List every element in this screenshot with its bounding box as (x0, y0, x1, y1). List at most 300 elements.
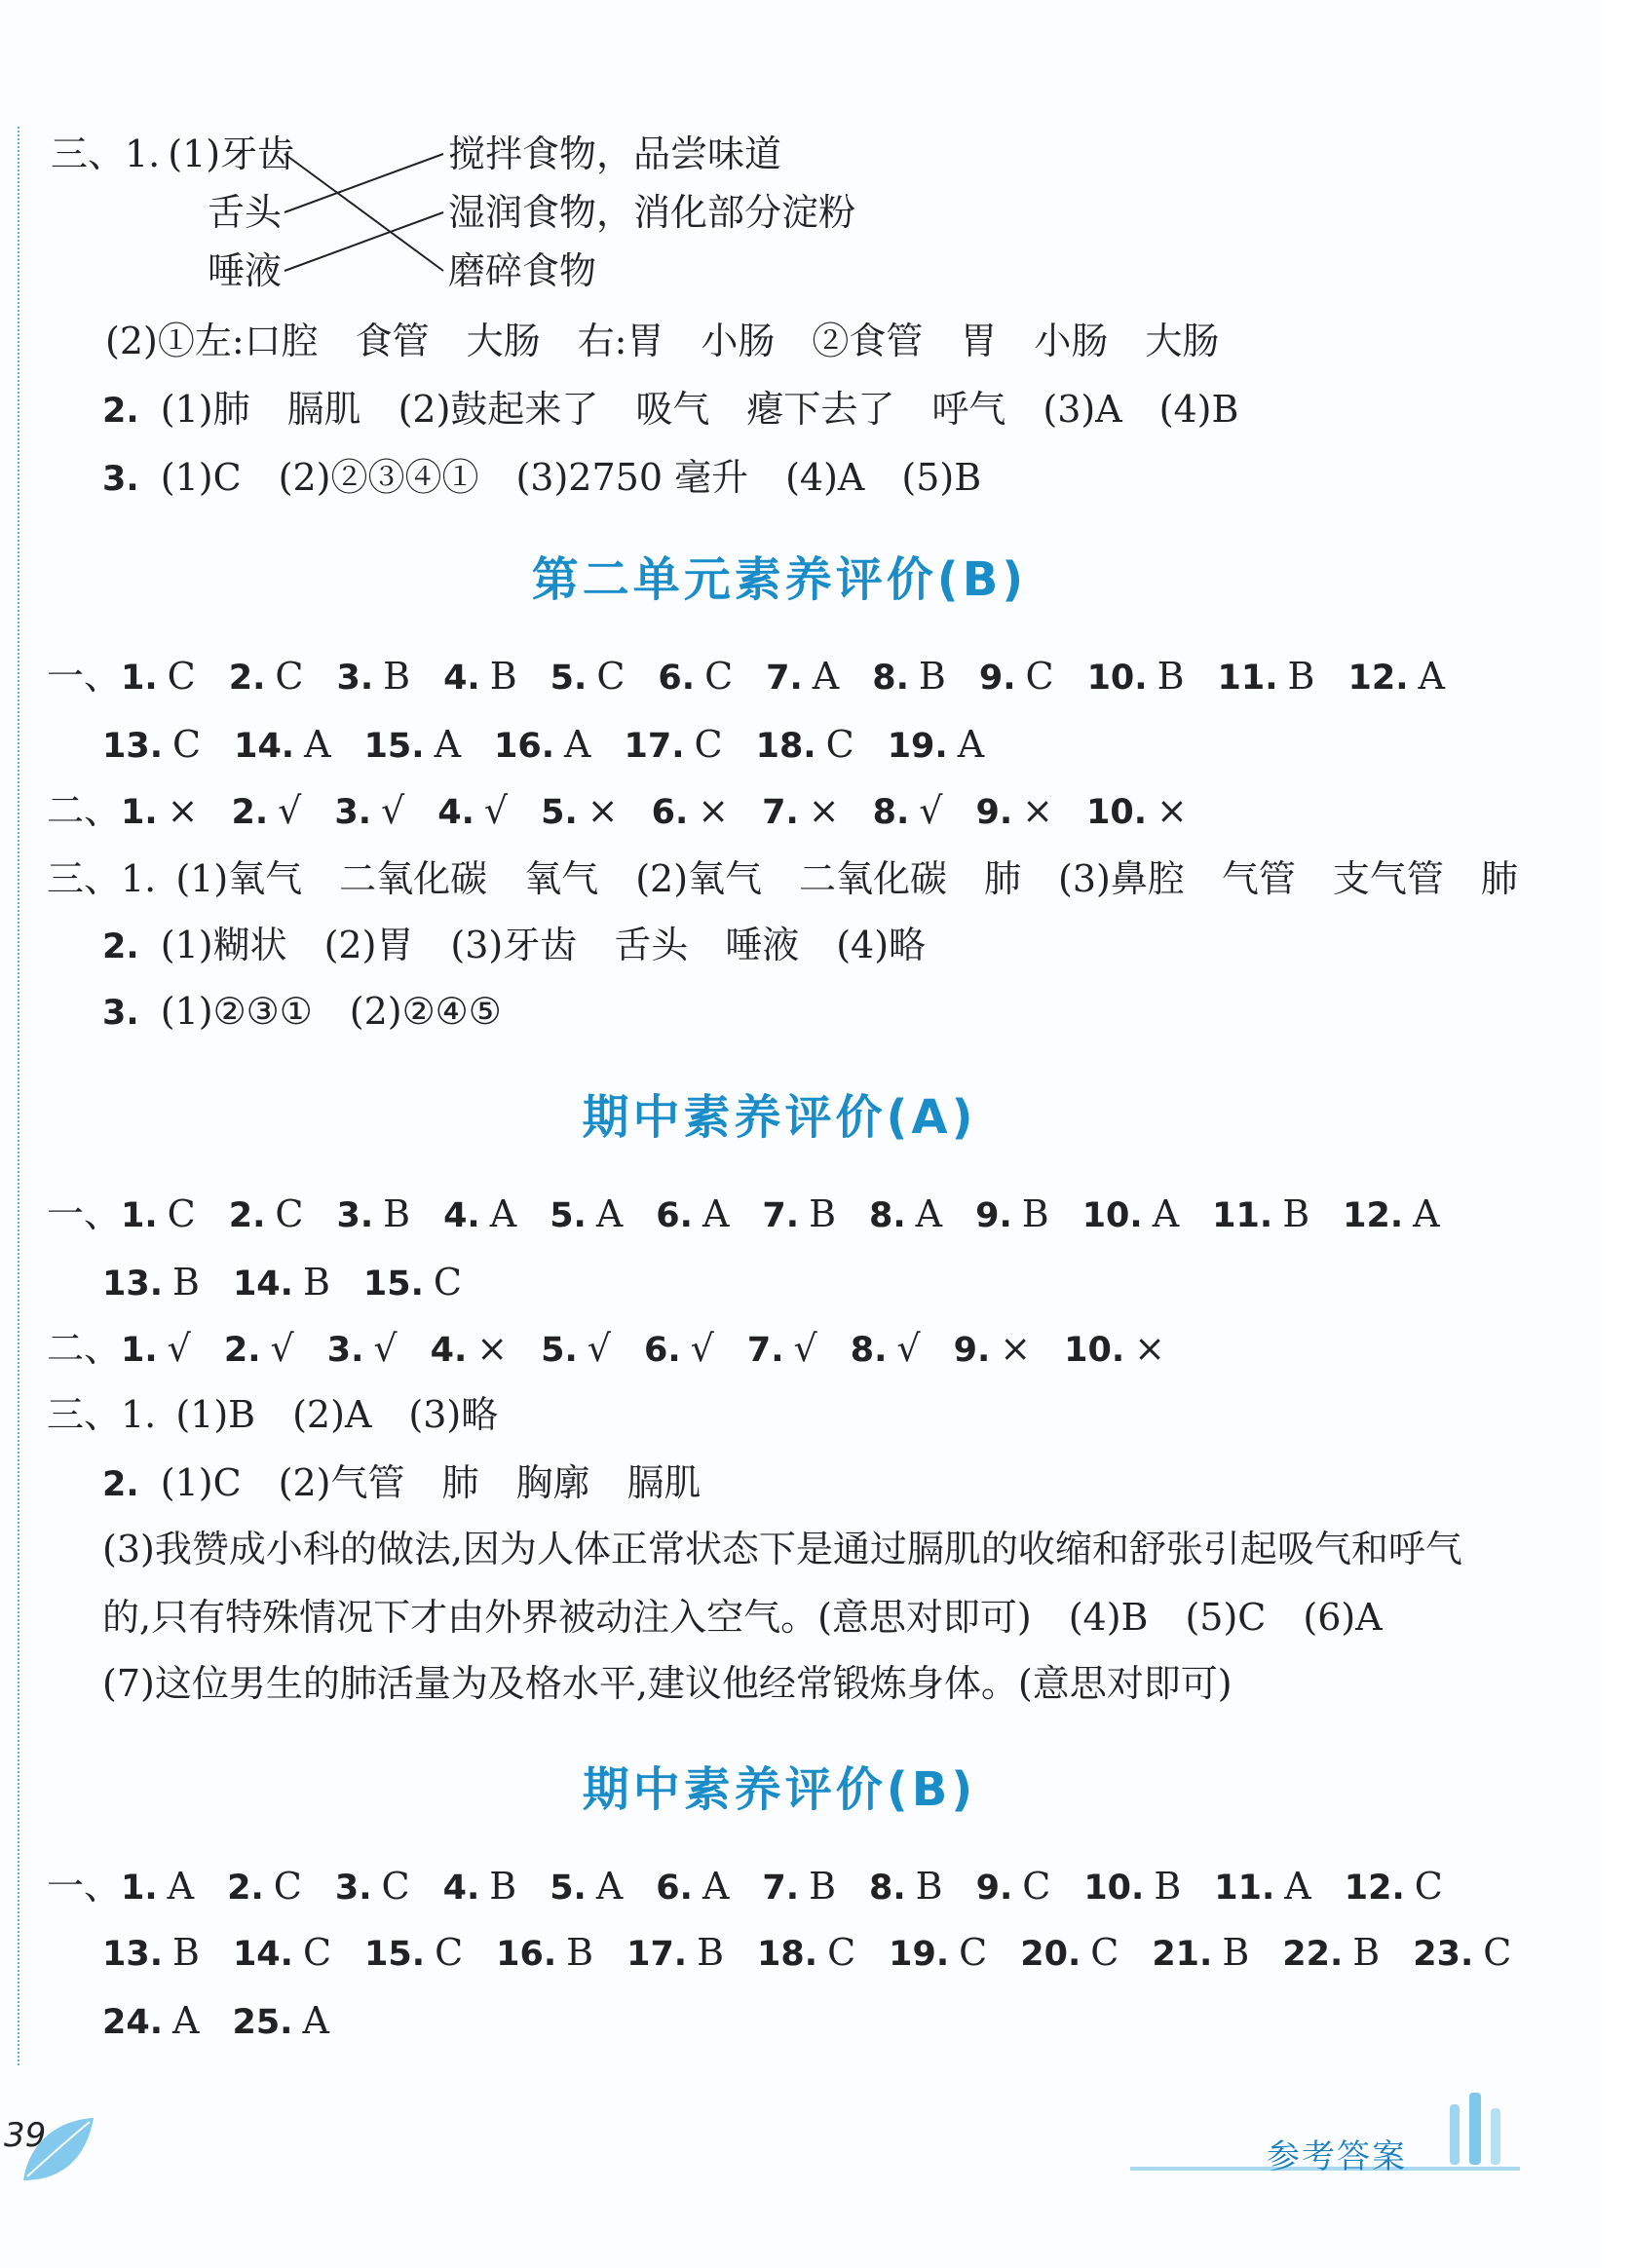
answer-number: 2. (228, 1196, 266, 1235)
answer-value: A (812, 655, 840, 698)
answer-value: B (809, 1865, 836, 1908)
s2-row4-prefix: 三、1. (47, 1393, 157, 1436)
answer-value: C (959, 1931, 988, 1974)
answer-number: 6. (651, 793, 689, 832)
answer-item (364, 1929, 463, 1978)
answer-item (756, 721, 854, 770)
answer-item (1218, 653, 1315, 701)
answer-item (550, 653, 626, 701)
answer-item (1413, 1929, 1511, 1978)
s2-row1-items (121, 1191, 1473, 1239)
answer-number: 2. (228, 659, 266, 698)
answer-item (541, 787, 619, 836)
answer-item (121, 1325, 191, 1374)
answer-number: 6. (656, 1869, 693, 1908)
s1-row1-prefix: 一、 (47, 655, 122, 698)
answer-item (232, 1997, 328, 2046)
match-line-teeth (284, 154, 443, 271)
answer-number: 12. (1347, 659, 1409, 698)
answer-value: A (172, 1999, 200, 2042)
answer-item (747, 1325, 817, 1374)
answer-item (102, 1259, 200, 1307)
answer-item (873, 787, 943, 836)
answer-item (1086, 787, 1188, 836)
answer-value: B (697, 1931, 725, 1974)
answer-item (336, 1191, 410, 1239)
answer-number: 11. (1214, 1869, 1275, 1908)
answer-number: 13. (102, 727, 164, 766)
answer-number: 15. (363, 727, 425, 766)
answer-item (550, 1863, 623, 1911)
answer-item (336, 653, 410, 701)
answer-value: A (304, 723, 331, 766)
answer-value: C (167, 1192, 196, 1235)
answer-value: A (167, 1865, 195, 1908)
s3-row1 (47, 1863, 1476, 1911)
answer-number: 14. (232, 1935, 293, 1974)
answer-value: B (383, 655, 411, 698)
answer-value: C (1022, 1865, 1051, 1908)
answer-item (644, 1325, 714, 1374)
answer-value: C (435, 1931, 464, 1974)
answer-item (1083, 1863, 1181, 1911)
answer-number: 5. (550, 1869, 587, 1908)
answer-value: A (564, 723, 591, 766)
answer-item (437, 787, 508, 836)
answer-value: √ (793, 1327, 817, 1370)
s0-q3-1-left-1: (1)牙齿 (168, 132, 295, 175)
answer-value: B (1154, 1865, 1182, 1908)
answer-value: C (1090, 1931, 1119, 1974)
s3-row1-items (121, 1863, 1476, 1911)
answer-number: 9. (975, 793, 1013, 832)
answer-number: 10. (1064, 1331, 1125, 1370)
answer-item (1064, 1325, 1165, 1374)
answer-item (762, 787, 840, 836)
answer-number: 17. (624, 727, 685, 766)
s0-q3-1-prefix: 三、1. (51, 132, 161, 175)
s0-q2-row (102, 386, 1238, 435)
answer-item (229, 1191, 304, 1239)
s1-row3-prefix: 二、 (47, 789, 122, 832)
answer-value: × (1022, 789, 1054, 832)
answer-item (869, 1863, 943, 1911)
answer-number: 13. (102, 1265, 164, 1304)
s2-row1-prefix: 一、 (47, 1192, 122, 1235)
answer-item (541, 1325, 611, 1374)
answer-item (1347, 653, 1444, 701)
answer-value: B (489, 1865, 517, 1908)
answer-number: 24. (102, 2003, 164, 2042)
answer-item (121, 653, 196, 701)
answer-item (1282, 1929, 1380, 1978)
answer-number: 2. (227, 1869, 264, 1908)
answer-number: 9. (953, 1331, 991, 1370)
answer-value: A (434, 723, 462, 766)
answer-value: B (383, 1192, 411, 1235)
answer-number: 4. (443, 1196, 480, 1235)
s1-row5-num: 2. (102, 927, 139, 966)
answer-value: A (1284, 1865, 1311, 1908)
answer-value: B (915, 1865, 943, 1908)
answer-value: A (595, 1865, 624, 1908)
answer-number: 1. (121, 1869, 158, 1908)
answer-number: 10. (1081, 1196, 1143, 1235)
answer-number: 1. (121, 1331, 158, 1370)
match-line-tongue (284, 154, 443, 212)
s2-row2 (102, 1259, 495, 1307)
s1-row4 (47, 855, 1518, 902)
answer-value: √ (381, 789, 405, 832)
answer-number: 18. (755, 727, 816, 766)
s1-row2 (102, 721, 1017, 770)
answer-value: C (381, 1865, 410, 1908)
answer-number: 25. (232, 2003, 293, 2042)
answer-number: 3. (334, 793, 372, 832)
s0-q3-row (102, 454, 981, 503)
answer-value: C (275, 655, 304, 698)
answer-value: B (172, 1931, 200, 1974)
s2-row5-text: (1)C (2)气管 肺 胸廓 膈肌 (160, 1461, 702, 1504)
page-number: 39 (4, 2116, 47, 2155)
answer-item (1020, 1929, 1119, 1978)
footer-label: 参考答案 (1267, 2137, 1407, 2176)
answer-item (233, 1259, 330, 1307)
answer-item (851, 1325, 921, 1374)
answer-item (443, 1191, 516, 1239)
answer-value: C (1025, 655, 1054, 698)
answer-number: 7. (762, 793, 799, 832)
answer-value: C (825, 723, 854, 766)
answer-item (229, 653, 304, 701)
answer-value: A (595, 1192, 624, 1235)
answer-number: 14. (232, 1265, 293, 1304)
answer-value: × (167, 789, 199, 832)
s1-row4-text: (1)氧气 二氧化碳 氧气 (2)氧气 二氧化碳 肺 (3)鼻腔 气管 支气管 肺 (175, 857, 1518, 900)
s2-row6: (3)我赞成小科的做法,因为人体正常状态下是通过膈肌的收缩和舒张引起吸气和呼气 (102, 1528, 1462, 1570)
s1-row1 (47, 653, 1478, 701)
answer-item (658, 653, 733, 701)
answer-number: 15. (362, 1265, 424, 1304)
answer-number: 6. (658, 659, 696, 698)
answer-number: 15. (364, 1935, 426, 1974)
answer-item (443, 1863, 517, 1911)
answer-number: 21. (1152, 1935, 1213, 1974)
answer-item (656, 1863, 729, 1911)
answer-item (757, 1929, 855, 1978)
answer-number: 11. (1212, 1196, 1273, 1235)
answer-number: 12. (1344, 1869, 1405, 1908)
answer-item (975, 1191, 1049, 1239)
answer-value: √ (483, 789, 509, 832)
answer-item (625, 721, 723, 770)
answer-value: C (827, 1931, 856, 1974)
answer-number: 10. (1086, 659, 1148, 698)
answer-item (496, 1929, 593, 1978)
answer-value: √ (270, 1327, 294, 1370)
answer-value: B (918, 655, 946, 698)
answer-value: × (1000, 1327, 1032, 1370)
s0-q3-1-left-2: 舌头 (208, 191, 283, 234)
s0-q3-1-left-3: 唾液 (208, 249, 283, 292)
answer-number: 1. (121, 793, 158, 832)
answer-number: 4. (430, 1331, 468, 1370)
s1-row5-text: (1)糊状 (2)胃 (3)牙齿 舌头 唾液 (4)略 (160, 924, 927, 966)
answer-number: 7. (762, 1869, 800, 1908)
s0-q2-text: (1)肺 膈肌 (2)鼓起来了 吸气 瘪下去了 呼气 (3)A (4)B (160, 388, 1239, 431)
answer-number: 12. (1343, 1196, 1404, 1235)
answer-number: 8. (872, 659, 909, 698)
answer-value: A (489, 1192, 517, 1235)
answer-number: 19. (887, 727, 948, 766)
answer-number: 3. (326, 1331, 364, 1370)
answer-number: 7. (746, 1331, 784, 1370)
answer-item (327, 1325, 398, 1374)
answer-item (1214, 1863, 1310, 1911)
s2-row5-num: 2. (102, 1465, 139, 1504)
answer-number: 6. (656, 1196, 693, 1235)
answer-value: C (167, 655, 196, 698)
answer-number: 8. (869, 1869, 906, 1908)
answer-number: 7. (762, 1196, 800, 1235)
answer-number: 22. (1282, 1935, 1344, 1974)
s3-row2 (102, 1929, 1544, 1978)
answer-number: 5. (541, 1331, 578, 1370)
answer-value: C (1483, 1931, 1512, 1974)
answer-value: B (489, 655, 517, 698)
answer-number: 9. (975, 1196, 1012, 1235)
s3-row2-items (102, 1929, 1544, 1978)
s0-q3-num: 3. (102, 460, 139, 499)
answer-item (224, 1325, 294, 1374)
answer-number: 2. (231, 793, 269, 832)
answer-number: 3. (336, 659, 374, 698)
answer-number: 11. (1217, 659, 1278, 698)
answer-item (102, 1929, 200, 1978)
answer-value: √ (373, 1327, 398, 1370)
s1-row3-items (121, 787, 1221, 836)
s0-q3-1-right-2: 湿润食物，消化部分淀粉 (448, 191, 856, 234)
answer-number: 3. (336, 1196, 374, 1235)
answer-value: √ (167, 1327, 191, 1370)
answer-number: 7. (766, 659, 803, 698)
s3-title: 期中素养评价(B) (582, 1762, 977, 1817)
answer-item (121, 787, 199, 836)
answer-value: C (1414, 1865, 1443, 1908)
answer-value: C (172, 723, 202, 766)
answer-item (550, 1191, 623, 1239)
answer-value: √ (587, 1327, 612, 1370)
answer-value: A (1418, 655, 1445, 698)
s0-q3-1-right-3: 磨碎食物 (448, 249, 597, 292)
answer-item (889, 1929, 987, 1978)
answer-value: A (702, 1865, 730, 1908)
answer-item (888, 721, 984, 770)
s1-row6-text: (1)②③① (2)②④⑤ (160, 990, 502, 1033)
answer-item (1082, 1191, 1179, 1239)
answer-item (334, 787, 404, 836)
answer-number: 9. (975, 1869, 1013, 1908)
answer-value: C (694, 723, 723, 766)
answer-value: × (1157, 789, 1188, 832)
answer-item (979, 653, 1054, 701)
s3-row1-prefix: 一、 (47, 1865, 122, 1908)
answer-value: × (1134, 1327, 1165, 1370)
answer-value: B (1157, 655, 1185, 698)
answer-number: 5. (541, 793, 578, 832)
s1-row5 (102, 922, 926, 970)
answer-number: 1. (121, 659, 158, 698)
answer-number: 23. (1413, 1935, 1474, 1974)
answer-value: C (596, 655, 626, 698)
answer-number: 5. (550, 1196, 587, 1235)
s0-q3-1-part2: (2)①左:口腔 食管 大肠 右:胃 小肠 ②食管 胃 小肠 大肠 (105, 320, 1220, 362)
answer-number: 10. (1086, 793, 1148, 832)
answer-value: B (1287, 655, 1315, 698)
answer-number: 20. (1020, 1935, 1081, 1974)
answer-item (335, 1863, 410, 1911)
answer-value: A (1152, 1192, 1180, 1235)
answer-item (232, 787, 302, 836)
answer-number: 19. (889, 1935, 950, 1974)
s1-row3 (47, 787, 1221, 836)
answer-item (1087, 653, 1185, 701)
answer-value: B (1352, 1931, 1381, 1974)
s0-q3-1-right-1: 搅拌食物，品尝味道 (448, 132, 782, 175)
answer-number: 18. (757, 1935, 818, 1974)
answer-item (626, 1929, 724, 1978)
answer-item (1212, 1191, 1309, 1239)
s2-row4 (47, 1391, 498, 1438)
answer-item (121, 1191, 196, 1239)
answer-value: √ (278, 789, 302, 832)
answer-value: √ (919, 789, 943, 832)
answer-item (766, 653, 839, 701)
answer-value: × (808, 789, 840, 832)
answer-value: × (698, 789, 730, 832)
answer-item (872, 653, 946, 701)
s2-row8: (7)这位男生的肺活量为及格水平,建议他经常锻炼身体。(意思对即可) (102, 1662, 1233, 1705)
answer-value: B (1222, 1931, 1250, 1974)
answer-value: C (275, 1192, 304, 1235)
answer-item (233, 1929, 331, 1978)
answer-number: 8. (850, 1331, 888, 1370)
answer-item (652, 787, 730, 836)
answer-number: 2. (223, 1331, 261, 1370)
s1-title: 第二单元素养评价(B) (531, 552, 1028, 607)
answer-value: A (1413, 1192, 1440, 1235)
answer-number: 6. (644, 1331, 681, 1370)
answer-value: A (302, 1999, 329, 2042)
s2-row5 (102, 1459, 701, 1508)
answer-value: × (476, 1327, 509, 1370)
answer-value: A (957, 723, 985, 766)
answer-value: B (172, 1261, 200, 1304)
answer-number: 5. (550, 659, 588, 698)
answer-item (1345, 1863, 1443, 1911)
answer-item (1152, 1929, 1249, 1978)
answer-item (976, 787, 1054, 836)
s2-title: 期中素养评价(A) (582, 1090, 977, 1145)
answer-value: A (915, 1192, 943, 1235)
s2-row3 (47, 1325, 1198, 1374)
answer-number: 4. (443, 659, 480, 698)
answer-value: √ (896, 1327, 921, 1370)
answer-number: 13. (102, 1935, 164, 1974)
s2-row1 (47, 1191, 1473, 1239)
answer-item (234, 721, 330, 770)
s1-row6-num: 3. (102, 994, 139, 1033)
answer-item (494, 721, 590, 770)
answer-number: 4. (437, 793, 474, 832)
answer-number: 3. (334, 1869, 372, 1908)
s2-row2-items (102, 1259, 495, 1307)
s3-row3 (102, 1997, 362, 2046)
answer-item (102, 1997, 199, 2046)
s2-row3-prefix: 二、 (47, 1327, 122, 1370)
s3-row3-items (102, 1997, 362, 2046)
answer-number: 16. (494, 727, 555, 766)
answer-item (976, 1863, 1051, 1911)
answer-value: √ (690, 1327, 714, 1370)
answer-number: 1. (121, 1196, 158, 1235)
answer-item (954, 1325, 1032, 1374)
answer-item (363, 1259, 462, 1307)
s2-row4-text: (1)B (2)A (3)略 (175, 1393, 499, 1436)
answer-value: B (566, 1931, 594, 1974)
answer-value: C (273, 1865, 302, 1908)
answer-item (443, 653, 517, 701)
answer-value: C (302, 1931, 332, 1974)
answer-number: 16. (496, 1935, 557, 1974)
answer-number: 14. (234, 727, 295, 766)
answer-item (656, 1191, 729, 1239)
answer-value: × (587, 789, 619, 832)
answer-value: B (809, 1192, 836, 1235)
s2-row7: 的,只有特殊情况下才由外界被动注入空气。(意思对即可) (4)B (5)C (6)A (102, 1596, 1383, 1639)
answer-value: A (702, 1192, 730, 1235)
s1-row4-prefix: 三、1. (47, 857, 157, 900)
answer-number: 9. (978, 659, 1016, 698)
answer-item (364, 721, 461, 770)
answer-value: B (1021, 1192, 1049, 1235)
answer-item (431, 1325, 509, 1374)
answer-item (869, 1191, 942, 1239)
answer-number: 17. (626, 1935, 688, 1974)
answer-number: 8. (872, 793, 910, 832)
answer-value: B (1282, 1192, 1310, 1235)
answer-value: C (433, 1261, 462, 1304)
s0-q2-num: 2. (102, 392, 139, 431)
answer-number: 4. (442, 1869, 480, 1908)
s1-row1-items (121, 653, 1478, 701)
answer-item (227, 1863, 302, 1911)
s1-row6 (102, 988, 502, 1037)
answer-number: 10. (1083, 1869, 1145, 1908)
matching-lines (0, 0, 1631, 312)
answer-item (121, 1863, 194, 1911)
answer-item (762, 1863, 836, 1911)
s1-row2-items (102, 721, 1017, 770)
answer-item (102, 721, 201, 770)
match-line-saliva (284, 212, 443, 271)
answer-item (762, 1191, 836, 1239)
answer-value: B (302, 1261, 330, 1304)
s0-q3-text: (1)C (2)②③④① (3)2750 毫升 (4)A (5)B (160, 456, 982, 499)
answer-value: C (704, 655, 734, 698)
answer-number: 8. (869, 1196, 906, 1235)
answer-item (1343, 1191, 1439, 1239)
